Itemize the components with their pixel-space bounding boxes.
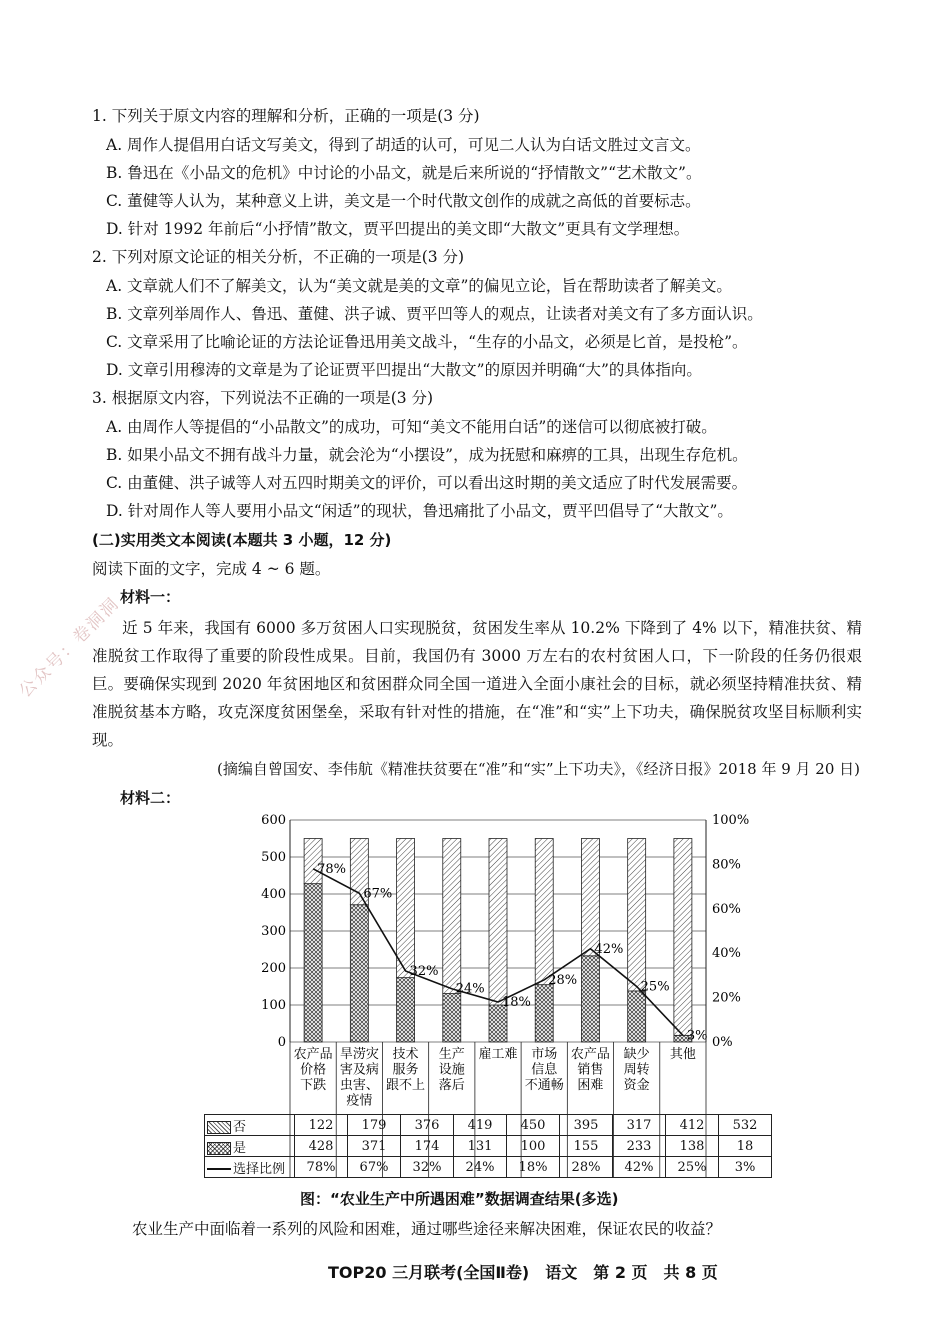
closing-text: 农业生产中面临着一系列的风险和困难，通过哪些途径来解决困难，保证农民的收益？ (132, 1220, 722, 1238)
section-heading: (二)实用类文本阅读(本题共 3 小题，12 分) (92, 531, 392, 549)
table-row-yes (205, 1136, 772, 1157)
line-swatch-icon (207, 1168, 231, 1170)
ratio-label: 25% (640, 979, 670, 995)
table-cell: 32% (401, 1157, 454, 1178)
table-cell: 155 (560, 1136, 613, 1157)
option-c: C. 董健等人认为，某种意义上讲，美文是一个时代散文创作的成就之高低的首要标志。 (106, 192, 701, 210)
table-cell: 532 (719, 1115, 772, 1136)
option-a: A. 文章就人们不了解美文，认为“美文就是美的文章”的偏见立论，旨在帮助读者了解美文。 (106, 277, 732, 295)
category-label: 困难 (577, 1078, 604, 1093)
category-label: 其他 (669, 1047, 696, 1062)
table-cell: 419 (454, 1115, 507, 1136)
yes-swatch-icon (207, 1142, 231, 1155)
table-cell: 450 (507, 1115, 560, 1136)
y-tick-label: 300 (261, 924, 286, 939)
category-label: 农产品 (293, 1047, 333, 1062)
table-cell: 24% (454, 1157, 507, 1178)
table-cell: 395 (560, 1115, 613, 1136)
option-d: D. 针对 1992 年前后“小抒情”散文，贾平凹提出的美文即“大散文”更具有文学理想。 (106, 220, 690, 238)
table-cell: 174 (401, 1136, 454, 1157)
table-cell: 28% (560, 1157, 613, 1178)
bar-yes (443, 994, 461, 1042)
material-1-label: 材料一： (120, 588, 181, 606)
material-2-label: 材料二： (120, 789, 181, 807)
y2-tick-label: 20% (712, 990, 741, 1006)
page-footer: TOP20 三月联考(全国Ⅱ卷) 语文 第 2 页 共 8 页 (328, 1263, 718, 1282)
ratio-label: 3% (686, 1028, 708, 1044)
table-cell: 67% (348, 1157, 401, 1178)
material-1-source: (摘编自曾国安、李伟航《精准扶贫要在“准”和“实”上下功夫》，《经济日报》2018 年 9 月 20 日) (216, 760, 860, 778)
ratio-label: 78% (317, 861, 347, 877)
category-label: 跟不上 (386, 1078, 426, 1093)
legend-yes: 是 (205, 1136, 295, 1157)
table-cell: 428 (295, 1136, 348, 1157)
bar-no (674, 839, 692, 1036)
category-label: 销售 (577, 1062, 604, 1078)
y-tick-label: 100 (261, 998, 286, 1013)
question-stem: 1. 下列关于原文内容的理解和分析，正确的一项是(3 分) (92, 107, 480, 125)
y2-tick-label: 0% (712, 1035, 733, 1050)
ratio-label: 32% (409, 963, 439, 979)
bar-yes (489, 1005, 507, 1042)
bar-no (535, 839, 553, 985)
option-b: B. 文章列举周作人、鲁迅、董健、洪子诚、贾平凹等人的观点，让读者对美文有了多方面认识。 (106, 305, 763, 323)
bar-no (443, 839, 461, 994)
y2-tick-label: 40% (712, 946, 741, 962)
table-cell: 131 (454, 1136, 507, 1157)
category-label: 资金 (623, 1078, 650, 1093)
table-cell: 179 (348, 1115, 401, 1136)
category-label: 周转 (623, 1062, 650, 1078)
category-label: 虫害、 (339, 1078, 379, 1093)
y2-tick-label: 80% (712, 857, 741, 873)
chart-data-table (204, 1114, 772, 1178)
category-label: 信息 (531, 1062, 558, 1078)
bar-yes (535, 985, 553, 1042)
category-label: 农产品 (570, 1047, 610, 1062)
table-cell: 122 (295, 1115, 348, 1136)
category-label: 生产 (438, 1047, 465, 1062)
table-cell: 18% (507, 1157, 560, 1178)
bar-yes (304, 884, 322, 1042)
table-cell: 100 (507, 1136, 560, 1157)
category-label: 旱涝灾 (339, 1047, 379, 1062)
table-cell: 25% (666, 1157, 719, 1178)
category-label: 技术 (392, 1047, 419, 1062)
bar-no (397, 839, 415, 978)
bar-no (581, 839, 599, 956)
category-label: 服务 (392, 1062, 419, 1078)
chart-caption: 图：“农业生产中所遇困难”数据调查结果(多选) (300, 1190, 619, 1208)
category-label: 不通畅 (524, 1078, 564, 1093)
material-1-text: 近 5 年来，我国有 6000 多万贫困人口实现脱贫，贫困发生率从 10.2% 下降到了 4% 以下，精准扶贫、精准脱贫工作取得了重要的阶段性成果。目前，我国仍有 3000 万左右的农村贫困人口，下一阶段的任务仍很艰巨。要确保实现到 2020 年贫困地区和贫困群众同全国一道进入全面小康社会的目标，就必须坚持精准扶贫、精准脱贫基本方略，攻克深度贫困堡垒，采取有针对性的措施，在“准”和“实”上下功夫，确保脱贫攻坚目标顺利实现。 (92, 619, 862, 749)
bar-yes (397, 978, 415, 1042)
table-cell: 138 (666, 1136, 719, 1157)
option-b: B. 如果小品文不拥有战斗力量，就会沦为“小摆设”，成为抚慰和麻痹的工具，出现生存危机。 (106, 446, 748, 464)
question-stem: 3. 根据原文内容，下列说法不正确的一项是(3 分) (92, 389, 434, 407)
category-label: 下跌 (300, 1078, 327, 1093)
ratio-label: 42% (594, 941, 624, 957)
bar-yes (581, 956, 599, 1042)
section-instruction: 阅读下面的文字，完成 4 ~ 6 题。 (92, 560, 331, 578)
category-label: 落后 (438, 1078, 465, 1093)
option-d: D. 文章引用穆涛的文章是为了论证贾平凹提出“大散文”的原因并明确“大”的具体指向。 (106, 361, 702, 379)
y2-tick-label: 60% (712, 901, 741, 917)
option-c: C. 文章采用了比喻论证的方法论证鲁迅用美文战斗，“生存的小品文，必须是匕首，是投枪”。 (106, 333, 748, 351)
category-label: 害及病 (339, 1062, 379, 1078)
legend-ratio: 选择比例 (205, 1157, 295, 1178)
option-a: A. 由周作人等提倡的“小品散文”的成功，可知“美文不能用白话”的迷信可以彻底被打破。 (106, 418, 717, 436)
y-tick-label: 0 (277, 1035, 286, 1050)
table-cell: 3% (719, 1157, 772, 1178)
legend-no: 否 (205, 1115, 295, 1136)
bar-yes (350, 905, 368, 1042)
table-cell: 233 (613, 1136, 666, 1157)
bar-yes (628, 991, 646, 1042)
y2-tick-label: 100% (712, 813, 750, 828)
ratio-label: 28% (548, 972, 578, 988)
ratio-label: 24% (455, 981, 485, 997)
table-cell: 42% (613, 1157, 666, 1178)
y-tick-label: 200 (261, 961, 286, 976)
table-cell: 317 (613, 1115, 666, 1136)
no-swatch-icon (207, 1121, 231, 1134)
option-b: B. 鲁迅在《小品文的危机》中讨论的小品文，就是后来所说的“抒情散文”“艺术散文”。 (106, 164, 702, 182)
table-cell: 376 (401, 1115, 454, 1136)
watermark: 公众号：卷洞洞 (15, 593, 124, 702)
y-tick-label: 400 (261, 887, 286, 902)
category-label: 市场 (531, 1047, 558, 1062)
bar-no (628, 839, 646, 991)
option-d: D. 针对周作人等人要用小品文“闲适”的现状，鲁迅痛批了小品文，贾平凹倡导了“大散文”。 (106, 502, 733, 520)
bar-no (489, 839, 507, 1006)
category-label: 缺少 (623, 1047, 650, 1062)
question-stem: 2. 下列对原文论证的相关分析，不正确的一项是(3 分) (92, 248, 465, 266)
table-cell: 371 (348, 1136, 401, 1157)
category-label: 价格 (300, 1062, 327, 1078)
option-a: A. 周作人提倡用白话文写美文，得到了胡适的认可，可见二人认为白话文胜过文言文。 (106, 136, 701, 154)
ratio-label: 18% (502, 995, 531, 1011)
y-tick-label: 500 (261, 850, 286, 865)
option-c: C. 由董健、洪子诚等人对五四时期美文的评价，可以看出这时期的美文适应了时代发展需要。 (106, 474, 748, 492)
y-tick-label: 600 (261, 813, 286, 828)
ratio-label: 67% (363, 886, 393, 902)
table-row-no (205, 1115, 772, 1136)
category-label: 雇工难 (478, 1047, 518, 1062)
category-label: 设施 (438, 1062, 465, 1078)
table-cell: 18 (719, 1136, 772, 1157)
table-row-ratio (205, 1157, 772, 1178)
table-cell: 78% (295, 1157, 348, 1178)
category-label: 疫情 (346, 1093, 373, 1109)
table-cell: 412 (666, 1115, 719, 1136)
